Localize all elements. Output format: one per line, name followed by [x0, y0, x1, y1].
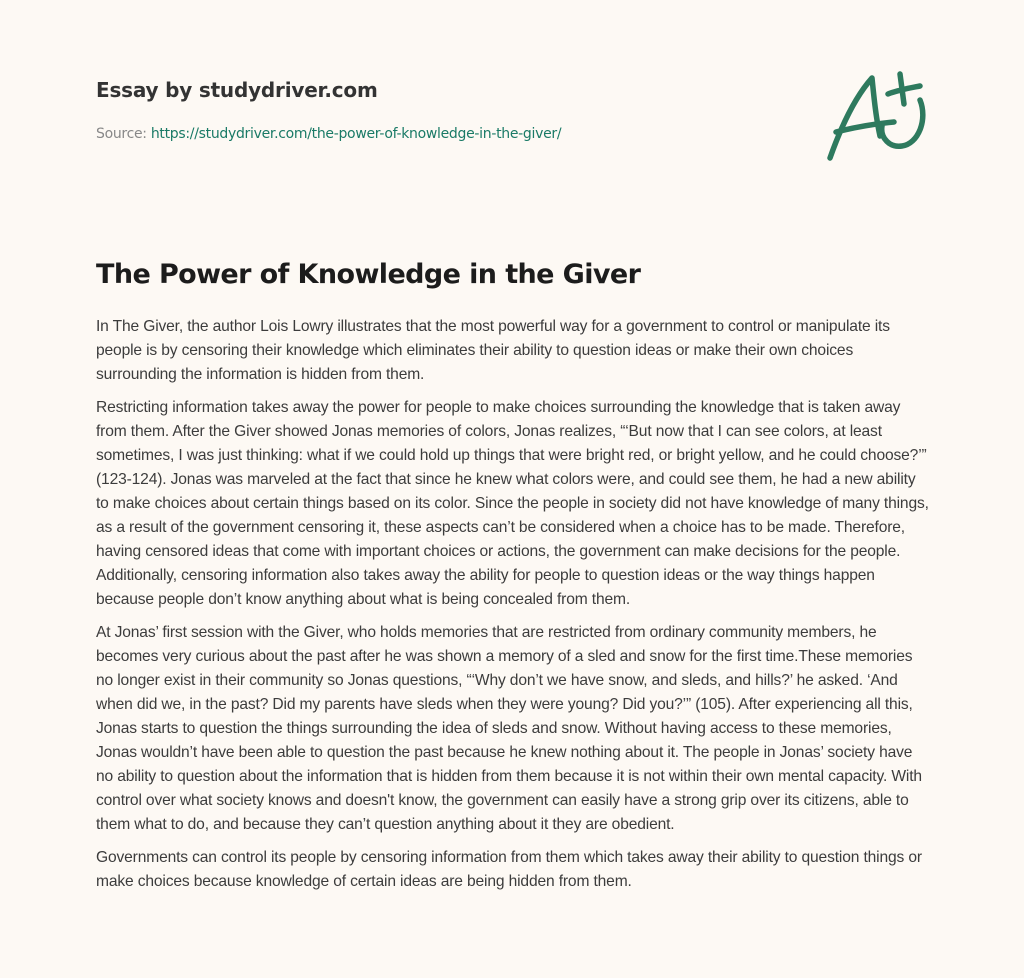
a-plus-grade-icon [820, 64, 932, 168]
essay-title: The Power of Knowledge in the Giver [96, 259, 641, 290]
brand-title: Essay by studydriver.com [96, 78, 378, 102]
essay-paragraph: At Jonas’ first session with the Giver, who holds memories that are restricted from ordinary community members, he becomes very curious about the past after he was shown a memory of a sled and snow for the first time.These memories no longer exist in their community so Jonas questions, “‘Why don’t we have snow, and sleds, and hills?’ he asked. ‘And when did we, in the past? Did my parents have sleds when they were young? Did you?’” (105). After experiencing all this, Jonas starts to question the things surrounding the idea of sleds and snow. Without having access to these memories, Jonas wouldn’t have been able to question the past because he knew nothing about it. The people in Jonas’ society have no ability to question about the information that is hidden from them because it is not within their own mental capacity. With control over what society knows and doesn't know, the government can easily have a strong grip over its citizens, able to them what to do, and because they can’t question anything about it they are obedient. [96, 624, 922, 833]
source-link[interactable]: https://studydriver.com/the-power-of-knowledge-in-the-giver/ [150, 126, 562, 142]
essay-paragraph: In The Giver, the author Lois Lowry illustrates that the most powerful way for a government to control or manipulate its people is by censoring their knowledge which eliminates their ability to question ideas or make their own choices surrounding the information is hidden from them. [96, 318, 890, 383]
source-line [96, 124, 796, 144]
essay-body [96, 315, 932, 903]
page-header [96, 76, 796, 144]
source-label: Source: [96, 126, 147, 142]
essay-paragraph: Governments can control its people by censoring information from them which takes away their ability to question things or make choices because knowledge of certain ideas are being hidden from them. [96, 849, 922, 890]
essay-paragraph: Restricting information takes away the power for people to make choices surrounding the knowledge that is taken away from them. After the Giver showed Jonas memories of colors, Jonas realizes, “‘But now that I can see colors, at least sometimes, I was just thinking: what if we could hold up things that were bright red, or bright yellow, and he could choose?’” (123-124). Jonas was marveled at the fact that since he knew what colors were, and could see them, he had a new ability to make choices about certain things based on its color. Since the people in society did not have knowledge of many things, as a result of the government censoring it, these aspects can’t be considered when a choice has to be made. Therefore, having censored ideas that come with important choices or actions, the government can make decisions for the people. Additionally, censoring information also takes away the ability for people to question ideas or the way things happen because people don’t know anything about what is being concealed from them. [96, 399, 929, 608]
